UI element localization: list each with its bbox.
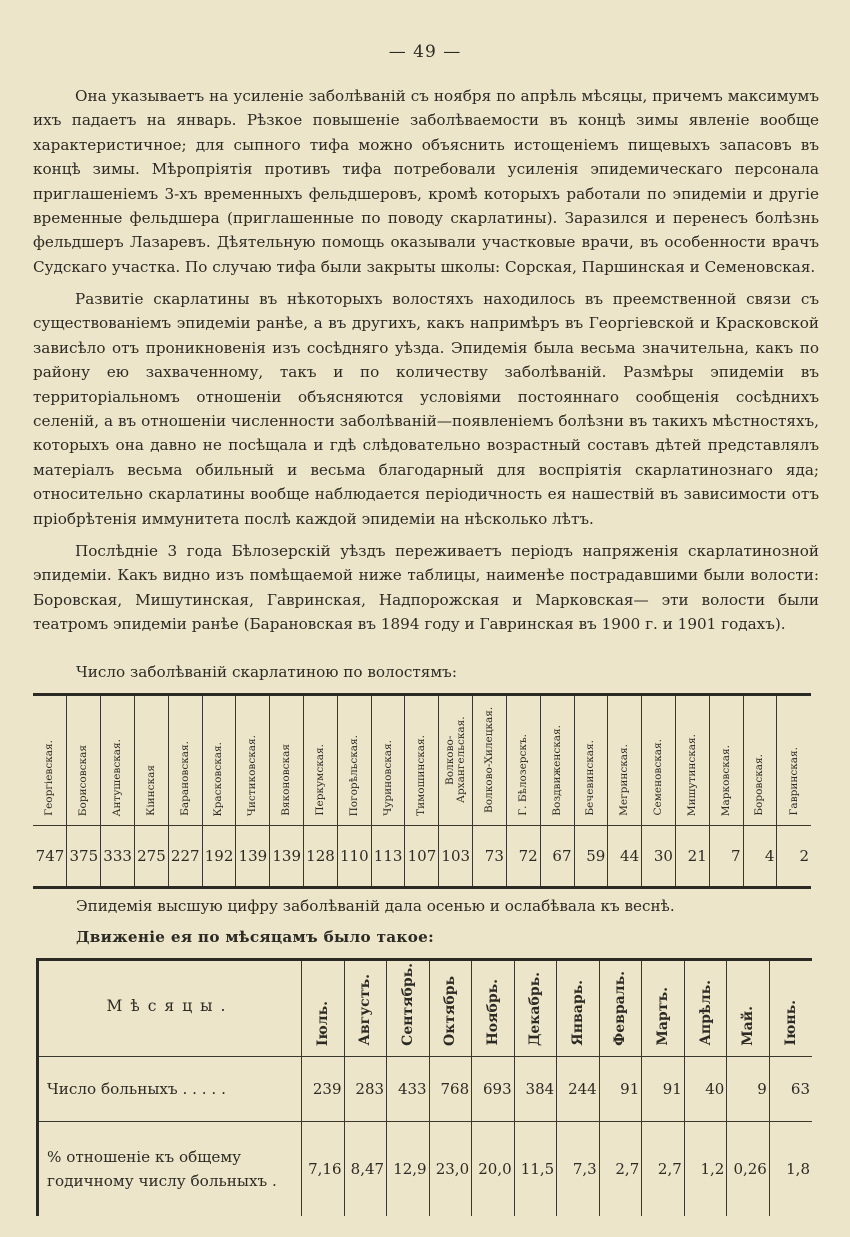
table-cell: 693: [472, 1056, 515, 1121]
table-cell: 768: [429, 1056, 472, 1121]
table-cell: 91: [642, 1056, 685, 1121]
row-label: Число больныхъ . . . . .: [38, 1056, 302, 1121]
column-header: Марковская.: [719, 744, 732, 816]
patients-count-row: [38, 1056, 813, 1121]
column-header: Тимошинская.: [415, 735, 428, 816]
table-cell: 239: [302, 1056, 345, 1121]
column-header: Антушевская.: [111, 738, 124, 816]
column-header: Воздвиженская.: [550, 725, 563, 816]
percent-row: [38, 1121, 813, 1216]
column-header: Бечевинская.: [584, 740, 597, 816]
monthly-cases-table: [36, 958, 812, 1216]
column-header: Георгіевская.: [43, 740, 56, 816]
table-cell: 44: [608, 826, 642, 888]
table2-header-row: [38, 960, 813, 1057]
column-header: Погорѣльская.: [347, 734, 360, 816]
table-cell: 40: [684, 1056, 727, 1121]
column-header: Борисовская: [77, 744, 90, 816]
table-cell: 747: [33, 826, 67, 888]
table-cell: 113: [371, 826, 405, 888]
table-cell: 2,7: [642, 1121, 685, 1216]
month-header: Іюнь.: [782, 1000, 799, 1046]
column-header: Боровская.: [753, 754, 766, 816]
month-header: Ноябрь.: [484, 979, 501, 1046]
table-cell: 384: [514, 1056, 557, 1121]
table-cell: 244: [557, 1056, 600, 1121]
table-cell: 7: [709, 826, 743, 888]
table-cell: 72: [506, 826, 540, 888]
month-header: Іюль.: [314, 1000, 331, 1046]
table-cell: 30: [642, 826, 676, 888]
table-cell: 1,2: [684, 1121, 727, 1216]
table-cell: 110: [337, 826, 371, 888]
column-header: Вяконовская: [280, 744, 293, 816]
months-header-label: Мѣсяцы.: [38, 960, 302, 1057]
table-cell: 59: [574, 826, 608, 888]
month-header: Сентябрь.: [399, 963, 416, 1046]
scarlet-fever-by-volost-table: [33, 693, 811, 889]
between-text-2: Движеніе ея по мѣсяцамъ было такое:: [76, 928, 434, 946]
table-cell: 275: [134, 826, 168, 888]
table-cell: 227: [168, 826, 202, 888]
column-header: Г. Бѣлозерскъ.: [516, 734, 529, 816]
paragraph-1: Она указываетъ на усиленіе заболѣваній съ ноября по апрѣль мѣсяцы, причемъ максимумъ ихъ падаетъ на январь. Рѣзкое повышеніе заболѣваемости въ концѣ зимы явленіе вообще характеристичное; для сыпного тифа можно объяснить истощеніемъ пищевыхъ запасовъ въ концѣ зимы. Мѣропріятія противъ тифа потребовали усиленія эпидемическаго персонала приглашеніемъ 3-хъ временныхъ фельдшеровъ, кромѣ которыхъ работали по эпидеміи и другіе временные фельдшера (приглашенные по поводу скарлатины). Заразился и перенесъ болѣзнь фельдшеръ Лазаревъ. Дѣятельную помощь оказывали участковые врачи, въ особенности врачъ Судскаго участка. По случаю тифа были закрыты школы: Сорская, Паршинская и Семеновская.: [33, 87, 819, 276]
table-cell: 91: [599, 1056, 642, 1121]
table-cell: 1,8: [769, 1121, 812, 1216]
table-cell: 7,16: [302, 1121, 345, 1216]
table-cell: 375: [67, 826, 101, 888]
month-header: Февраль.: [612, 970, 629, 1046]
table-cell: 139: [270, 826, 304, 888]
table-cell: 12,9: [387, 1121, 430, 1216]
table-cell: 128: [304, 826, 338, 888]
table-cell: 2,7: [599, 1121, 642, 1216]
table-cell: 139: [236, 826, 270, 888]
table-cell: 192: [202, 826, 236, 888]
column-header: Красковская.: [212, 741, 225, 816]
paragraph-2: Развитіе скарлатины въ нѣкоторыхъ волостяхъ находилось въ преемственной связи съ существованіемъ эпидеміи ранѣе, а въ другихъ, какъ напримѣръ въ Георгіевской и Красковской зависѣло отъ проникновенія изъ сосѣдняго уѣзда. Эпидемія была весьма значительна, какъ по району ею захваченному, такъ и по количеству заболѣваній. Размѣры эпидеміи въ территоріальномъ отношеніи объясняются условіями постояннаго сообщенія сосѣднихъ селеній, а въ отношеніи численности заболѣваній—появленіемъ болѣзни въ такихъ мѣстностяхъ, которыхъ она давно не посѣщала и гдѣ слѣдовательно возрастный составъ дѣтей представлялъ матеріалъ весьма обильный и весьма благодарный для воспріятія скарлатинознаго яда; относительно скарлатины вообще наблюдается періодичность ея нашествій въ зависимости отъ пріобрѣтенія иммунитета послѣ каждой эпидеміи на нѣсколько лѣтъ.: [33, 290, 819, 528]
month-header: Апрѣль.: [697, 980, 714, 1046]
month-header: Май.: [740, 1006, 757, 1046]
table1-caption: Число заболѣваній скарлатиною по волостямъ:: [76, 663, 457, 681]
table-cell: 7,3: [557, 1121, 600, 1216]
month-header: Январь.: [569, 980, 586, 1046]
table-cell: 11,5: [514, 1121, 557, 1216]
column-header: Барановская.: [178, 741, 191, 816]
column-header: Перкумская.: [313, 744, 326, 816]
table-cell: 103: [439, 826, 473, 888]
table-cell: 20,0: [472, 1121, 515, 1216]
table-cell: 9: [727, 1056, 770, 1121]
table-cell: 21: [675, 826, 709, 888]
table-cell: 433: [387, 1056, 430, 1121]
table1-values-row: [33, 826, 811, 888]
table-cell: 2: [777, 826, 811, 888]
column-header: Гавринская.: [787, 747, 800, 816]
table-cell: 4: [743, 826, 777, 888]
table-cell: 23,0: [429, 1121, 472, 1216]
table-cell: 283: [344, 1056, 387, 1121]
table-cell: 0,26: [727, 1121, 770, 1216]
table-cell: 107: [405, 826, 439, 888]
month-header: Октябрь: [442, 975, 459, 1046]
column-header: Волково-Архангельская.: [443, 716, 467, 804]
table-cell: 63: [769, 1056, 812, 1121]
column-header: Мишутинская.: [685, 733, 698, 816]
column-header: Чистиковская.: [246, 734, 259, 816]
page-number: — 49 —: [388, 42, 462, 62]
column-header: Чуриновская.: [381, 740, 394, 816]
column-header: Волково-Хилецкая.: [482, 706, 495, 814]
month-header: Декабрь.: [527, 971, 544, 1046]
month-header: Августъ.: [357, 974, 374, 1046]
month-header: Мартъ.: [655, 987, 672, 1046]
paragraph-3: Послѣдніе 3 года Бѣлозерскій уѣздъ переживаетъ періодъ напряженія скарлатинозной эпидеміи. Какъ видно изъ помѣщаемой ниже таблицы, наименѣе пострадавшими были волости: Боровская, Мишутинская, Гавринская, Надпорожская и Марковская— эти волости были театромъ эпидеміи ранѣе (Барановская въ 1894 году и Гавринская въ 1900 г. и 1901 годахъ).: [33, 542, 819, 634]
table-cell: 67: [540, 826, 574, 888]
column-header: Семеновская.: [652, 739, 665, 816]
table-cell: 8,47: [344, 1121, 387, 1216]
table-cell: 73: [473, 826, 507, 888]
between-text-1: Эпидемія высшую цифру заболѣваній дала осенью и ослабѣвала къ веснѣ.: [76, 897, 675, 915]
column-header: Кіинская: [144, 765, 157, 816]
column-header: Мегринская.: [618, 744, 631, 816]
table-cell: 333: [101, 826, 135, 888]
row-label: % отношеніе къ общему годичному числу больныхъ .: [38, 1121, 302, 1216]
table1-header-row: [33, 695, 811, 826]
